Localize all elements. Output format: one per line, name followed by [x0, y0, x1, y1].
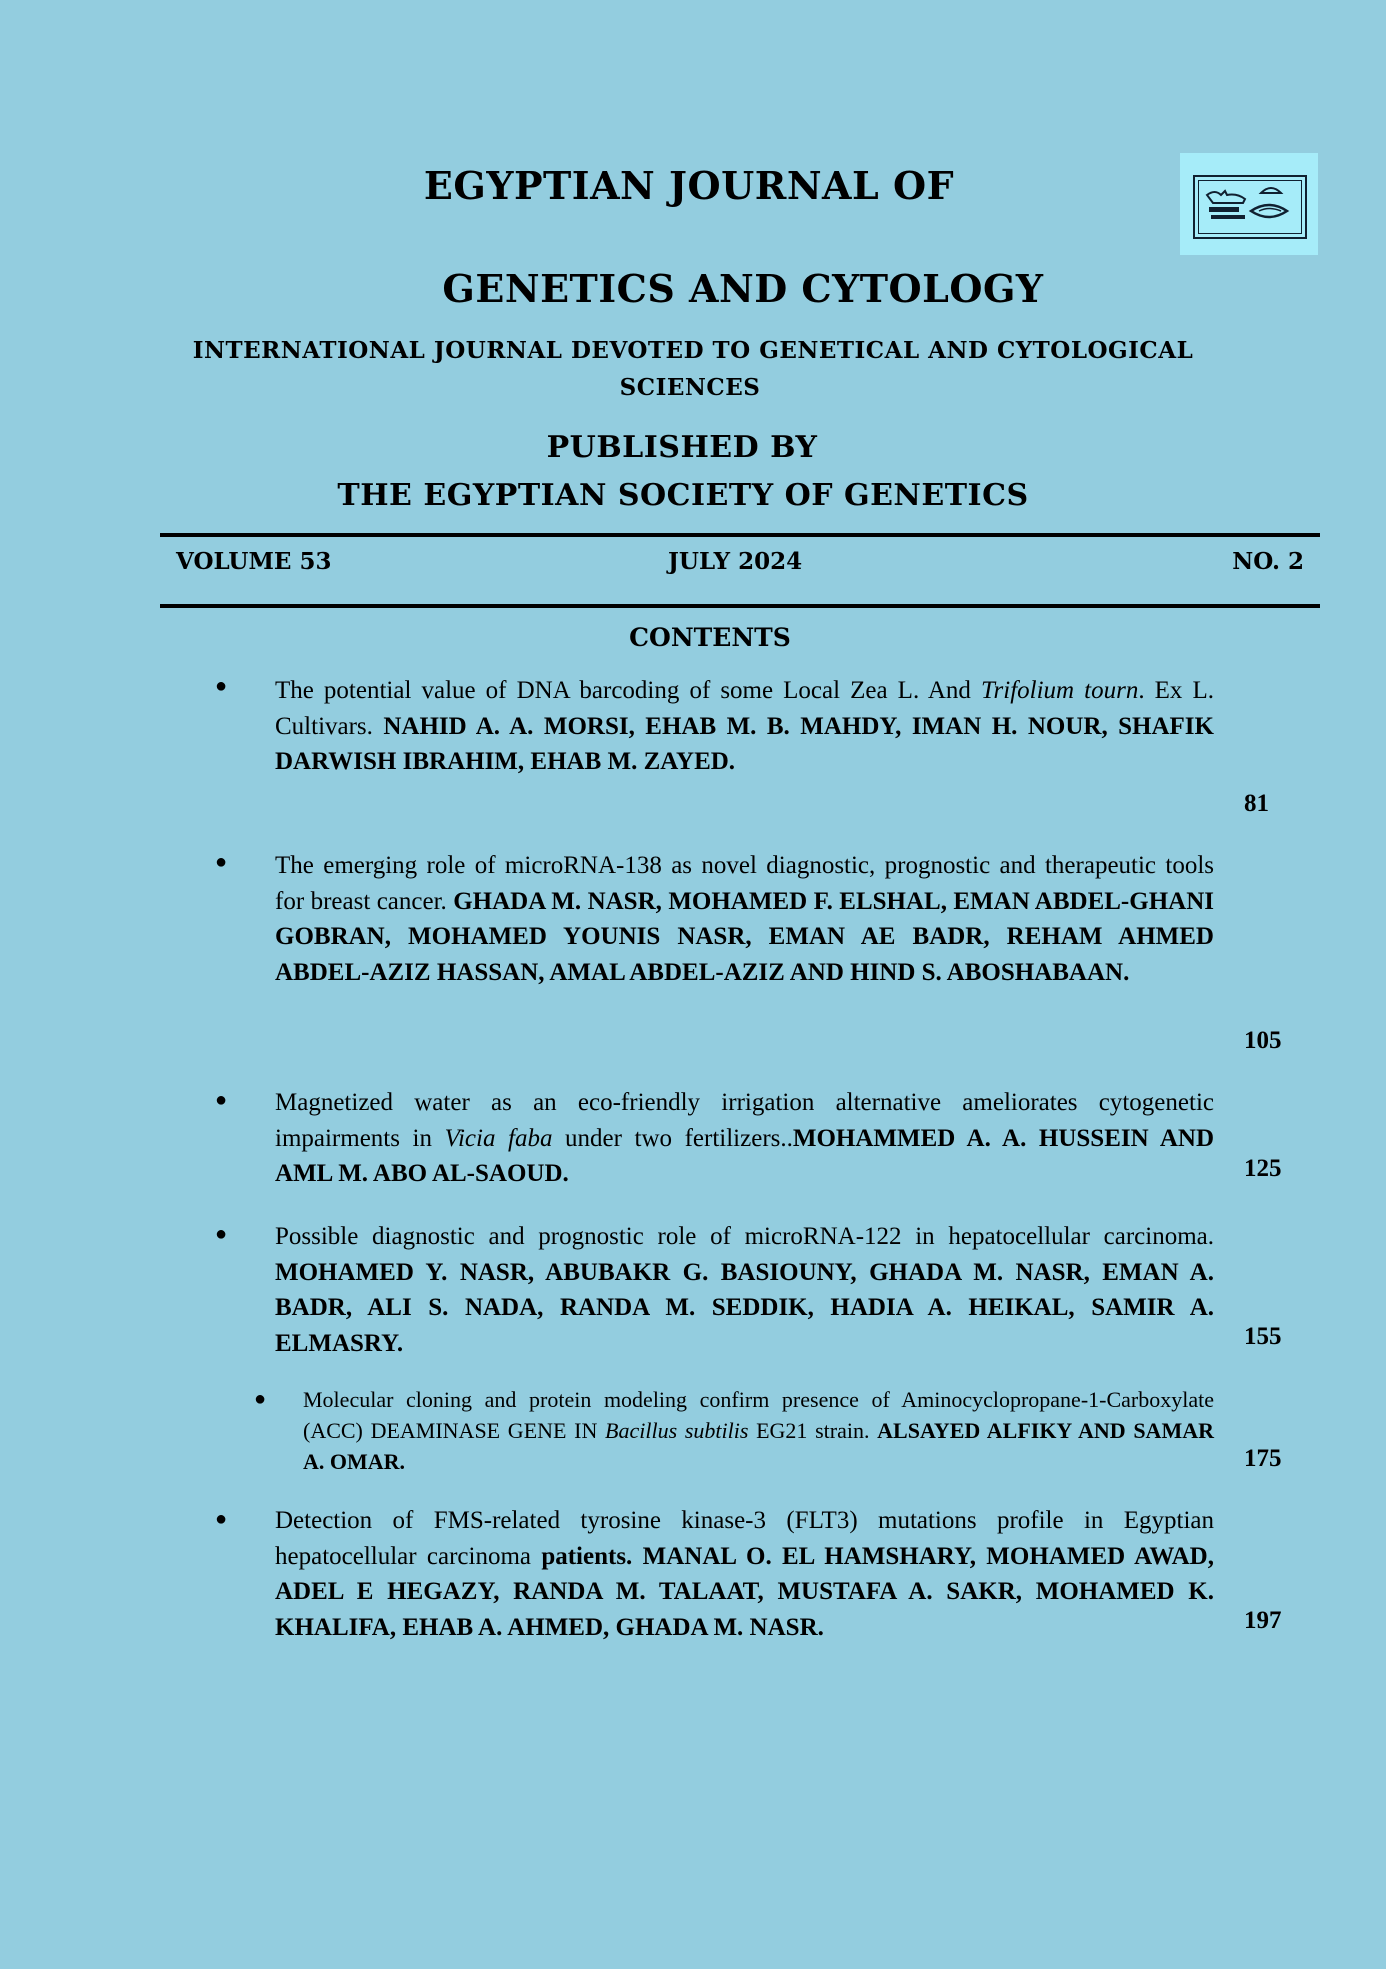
- toc-entry[interactable]: [275, 1219, 1214, 1361]
- entry-page-number: 125: [1244, 1155, 1282, 1182]
- toc-entry[interactable]: [275, 673, 1214, 780]
- society-emblem-icon: [1180, 153, 1318, 255]
- toc-entry[interactable]: [275, 1503, 1214, 1645]
- bullet-icon: ●: [254, 1388, 267, 1410]
- issue-date: JULY 2024: [668, 548, 803, 575]
- entry-title: The potential value of DNA barcoding of some Local Zea L. And: [275, 677, 981, 704]
- issue-number: NO. 2: [1232, 548, 1304, 575]
- entry-page-number: 197: [1244, 1607, 1282, 1634]
- entry-authors: MOHAMMED A. A. HUSSEIN AND AML M. ABO AL-SAOUD.: [275, 1124, 1214, 1187]
- bullet-icon: ●: [215, 1089, 228, 1111]
- entry-title-end: under two fertilizers..: [552, 1124, 793, 1152]
- entry-page-number: 155: [1244, 1323, 1282, 1350]
- entry-authors: patients. MANAL O. EL HAMSHARY, MOHAMED AWAD, ADEL E HEGAZY, RANDA M. TALAAT, MUSTAFA A. SAKR, MOHAMED K. KHALIFA, EHAB A. AHMED, GHADA M. NASR.: [275, 1542, 1214, 1641]
- entry-page-number: 175: [1244, 1445, 1282, 1472]
- toc-entry[interactable]: [275, 1085, 1214, 1192]
- toc-entry[interactable]: [275, 848, 1214, 990]
- entry-authors: GHADA M. NASR, MOHAMED F. ELSHAL, EMAN ABDEL-GHANI GOBRAN, MOHAMED YOUNIS NASR, EMAN AE BADR, REHAM AHMED ABDEL-AZIZ HASSAN, AMAL ABDEL-AZIZ AND HIND S. ABOSHABAAN.: [275, 887, 1214, 986]
- top-divider: [160, 533, 1320, 537]
- entry-title: Molecular cloning and protein modeling confirm presence of Aminocyclopropane-1-Carboxylate (ACC) DEAMINASE GENE IN: [303, 1387, 1214, 1443]
- journal-subtitle-line1: INTERNATIONAL JOURNAL DEVOTED TO GENETICAL AND CYTOLOGICAL: [192, 337, 1194, 364]
- bullet-icon: ●: [215, 1508, 228, 1530]
- entry-title-italic: Trifolium tourn: [981, 677, 1139, 704]
- bottom-divider: [160, 604, 1320, 608]
- entry-title: Detection of FMS-related tyrosine kinase-3 (FLT3) mutations profile in Egyptian hepatocellular carcinoma: [275, 1507, 1214, 1570]
- entry-page-number: 81: [1244, 790, 1269, 817]
- entry-title: Magnetized water as an eco-friendly irrigation alternative ameliorates cytogenetic impairments in: [275, 1089, 1214, 1152]
- entry-title: The emerging role of microRNA-138 as novel diagnostic, prognostic and therapeutic tools for breast cancer.: [275, 852, 1214, 915]
- entry-title-end: . Ex L. Cultivars.: [275, 677, 1215, 740]
- contents-heading: CONTENTS: [629, 623, 791, 652]
- toc-entry[interactable]: [303, 1384, 1214, 1477]
- published-by-label: PUBLISHED BY: [546, 430, 818, 465]
- entry-title-italic: Vicia faba: [444, 1124, 553, 1152]
- entry-authors: ALSAYED ALFIKY AND SAMAR A. OMAR.: [303, 1418, 1214, 1474]
- entry-page-number: 105: [1244, 1027, 1282, 1054]
- emblem-drawing-icon: [1199, 181, 1299, 231]
- journal-title-line1: EGYPTIAN JOURNAL OF: [423, 163, 955, 208]
- entry-title-end: EG21 strain.: [748, 1418, 878, 1443]
- bullet-icon: ●: [215, 1223, 228, 1245]
- volume-label: VOLUME 53: [176, 548, 332, 575]
- journal-subtitle-line2: SCIENCES: [619, 374, 761, 401]
- entry-title: Possible diagnostic and prognostic role of microRNA-122 in hepatocellular carcinoma.: [275, 1223, 1214, 1250]
- bullet-icon: ●: [215, 675, 228, 697]
- publisher-name: THE EGYPTIAN SOCIETY OF GENETICS: [337, 478, 1029, 513]
- entry-authors: MOHAMED Y. NASR, ABUBAKR G. BASIOUNY, GHADA M. NASR, EMAN A. BADR, ALI S. NADA, RANDA M. SEDDIK, HADIA A. HEIKAL, SAMIR A. ELMASRY.: [275, 1258, 1214, 1357]
- journal-title-line2: GENETICS AND CYTOLOGY: [442, 266, 1044, 311]
- entry-authors: NAHID A. A. MORSI, EHAB M. B. MAHDY, IMAN H. NOUR, SHAFIK DARWISH IBRAHIM, EHAB M. ZAYED.: [275, 712, 1214, 775]
- bullet-icon: ●: [215, 851, 228, 873]
- entry-title-italic: Bacillus subtilis: [605, 1418, 749, 1443]
